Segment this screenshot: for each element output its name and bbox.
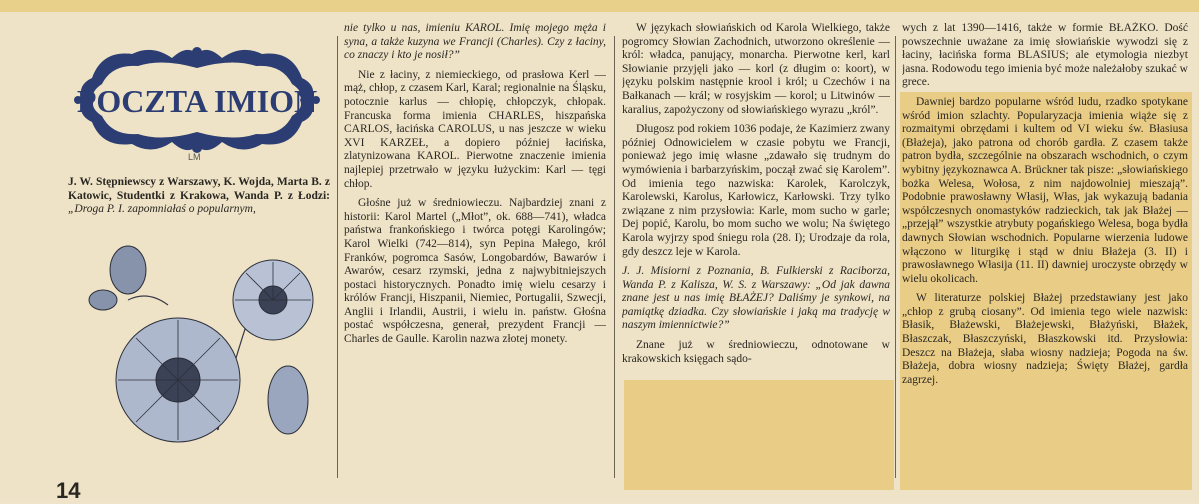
letter-senders: J. W. Stępniewscy z Warszawy, K. Wojda, Marta B. z Katowic, Studentki z Krakowa, Wanda P. z Łodzi: „Droga P. I. zapomniałaś o popularnym,: [68, 176, 330, 216]
logo-title: POCZTA IMION: [76, 83, 318, 119]
logo-mark: LM: [188, 152, 201, 162]
poczta-imion-logo: [72, 40, 322, 160]
col2-paragraph-1: Nie z łaciny, z niemieckiego, od prasłowa Kerl — mąż, chłop, z czasem Karl, Karal; regionalnie na Śląsku, potocznie karlus — chłopię, chłopczyk, chłopak. Francuska forma imienia CHARLES, hiszpańska CARLOS, łacińska CAROLUS, u nas jeszcze w wieku XVI KARZEŁ, a dopiero później łacińska, zlatynizowana KAROL. Pierwotne znaczenie imienia najlepiej przetrwało w języku łużyckim: Karl — tęgi chłop.: [344, 68, 606, 190]
column-rule: [895, 36, 896, 478]
col3-paragraph-2: Długosz pod rokiem 1036 podaje, że Kazimierz zwany później Odnowicielem w czasie pobytu we Francji, ponieważ jego imię własne „zdawało się trudnym do wymówienia i barbarzyńskim, począł zwać się Karolem”. Od imienia tego nazwiska: Karolek, Karolczyk, Karolewski, Karolus, Karłowicz, Karłowski. Trzy tylko związane z nim przysłowia: Karle, mom sucho w garle; Dej popić, Karolu, bo mom sucho we wolu; Na świętego Karola wyjrzy spod śniegu rola (28. I); Urodzaje da rola, gdy deszcz leje w Karola.: [622, 123, 890, 258]
col2-quote: nie tylko u nas, imieniu KAROL. Imię mojego męża i syna, a także kuzyna we Francji (Charles). Czy z łaciny, co znaczy i kto je nosił?”: [344, 22, 606, 62]
column-1: [68, 176, 330, 230]
col4-paragraph-2: Dawniej bardzo popularne wśród ludu, rzadko spotykane wśród imion szlachty. Popularyzacja imienia wiąże się z rozmaitymi obrzędami i kultem od VI wieku św. Błasiusa (Błażeja), jako patrona od chorób gardła. Z czasem także patron bydła, szczególnie na obszarach wschodnich, o czym wybitny językoznawca A. Brückner tak pisze: „słowiańskiego bożka Welesa, Wołosa, z nim najdowolniej mieszają”. Podobnie prawosławny Własij, Włas, jak wykazują badania współczesnych onomastyków radzieckich, tak jak Błażej — „przejął” wszystkie atrybuty pogańskiego Welesa, boga bydła dawnych Słowian wschodnich. Popularne wierzenia ludowe włączono w liturgikę i stąd w dniu Błażeja (3. II) i prawosławnego Własija (11. II) dawniej uroczyste obrzędy w wielu okolicach.: [902, 95, 1188, 285]
col3-letter: J. J. Misiorni z Poznania, B. Fulkierski z Raciborza, Wanda P. z Kalisza, W. S. z Warszawy: „Od jak dawna znane jest u nas imię BŁAŻEJ? Daliśmy je synkowi, na pamiątkę dziadka. Czy słowiańskie i jaką ma tradycję w naszym imiennictwie?”: [622, 265, 890, 332]
column-rule: [614, 36, 615, 478]
col3-paragraph-3: Znane już w średniowieczu, odnotowane w krakowskich księgach sądo-: [622, 339, 890, 365]
top-color-strip: [0, 0, 1199, 12]
column-rule: [337, 36, 338, 478]
col4-paragraph-1: wych z lat 1390—1416, także w formie BŁAŻKO. Dość powszechnie uważane za imię słowiańskie wywodzi się z łaciny, łacińska forma BLASIUS; ale etymologia niezbyt jasna. Rodowodu tego imienia być może należałoby szukać w grece.: [902, 22, 1188, 89]
column-3: [622, 22, 890, 490]
flower-illustration: [68, 230, 330, 485]
col3-paragraph-1: W językach słowiańskich od Karola Wielkiego, także pogromcy Słowian Zachodnich, utworzono określenie — król: władca, panujący, monarcha. Pierwotne kerl, karl Słowianie przyjęli jako — korl (z długim o: koort), w języku polskim następnie krool i król; u Czechów i na Bałkanach — král; w rosyjskim — korol; u Litwinów — karalius, zapożyczony od słowiańskiego wyrazu „król”.: [622, 22, 890, 116]
page-number: 14: [56, 478, 81, 503]
col2-paragraph-2: Głośne już w średniowieczu. Najbardziej znani z historii: Karol Martel („Młot”, ok. 688—741), władca państwa frankońskiego i twórca potęgi Karolingów; Karol Wielki (742—814), syn Pepina Małego, król Franków, pogromca Sasów, Longobardów, Bawarów i Awarów, cesarz rzymski, jedna z najwybitniejszych postaci historycznych. Ponadto imię wielu cesarzy i królów Francji, Hiszpanii, Niemiec, Portugalii, Szwecji, Anglii i Irlandii, Austrii, i wielu in. państw. Głośna postać współczesna, generał, prezydent Francji — Charles de Gaulle. Karolin nazwa złotej monety.: [344, 197, 606, 346]
column-4: [902, 22, 1188, 490]
col4-paragraph-3: W literaturze polskiej Błażej przedstawiany jest jako „chłop z grubą ciosany”. Od imienia tego wiele nazwisk: Błasik, Błażewski, Błażejewski, Błażyński, Błażek, Błaszczak, Błaszczyński, Błaszkowski itd. Przysłowia: Deszcz na Błażeja, słaba wiosny nadzieja; Pogoda na św. Błażeja, dobra wiosny nadzieja; Święty Błażej, gardła zagrzej.: [902, 292, 1188, 386]
column-2: [344, 22, 606, 490]
